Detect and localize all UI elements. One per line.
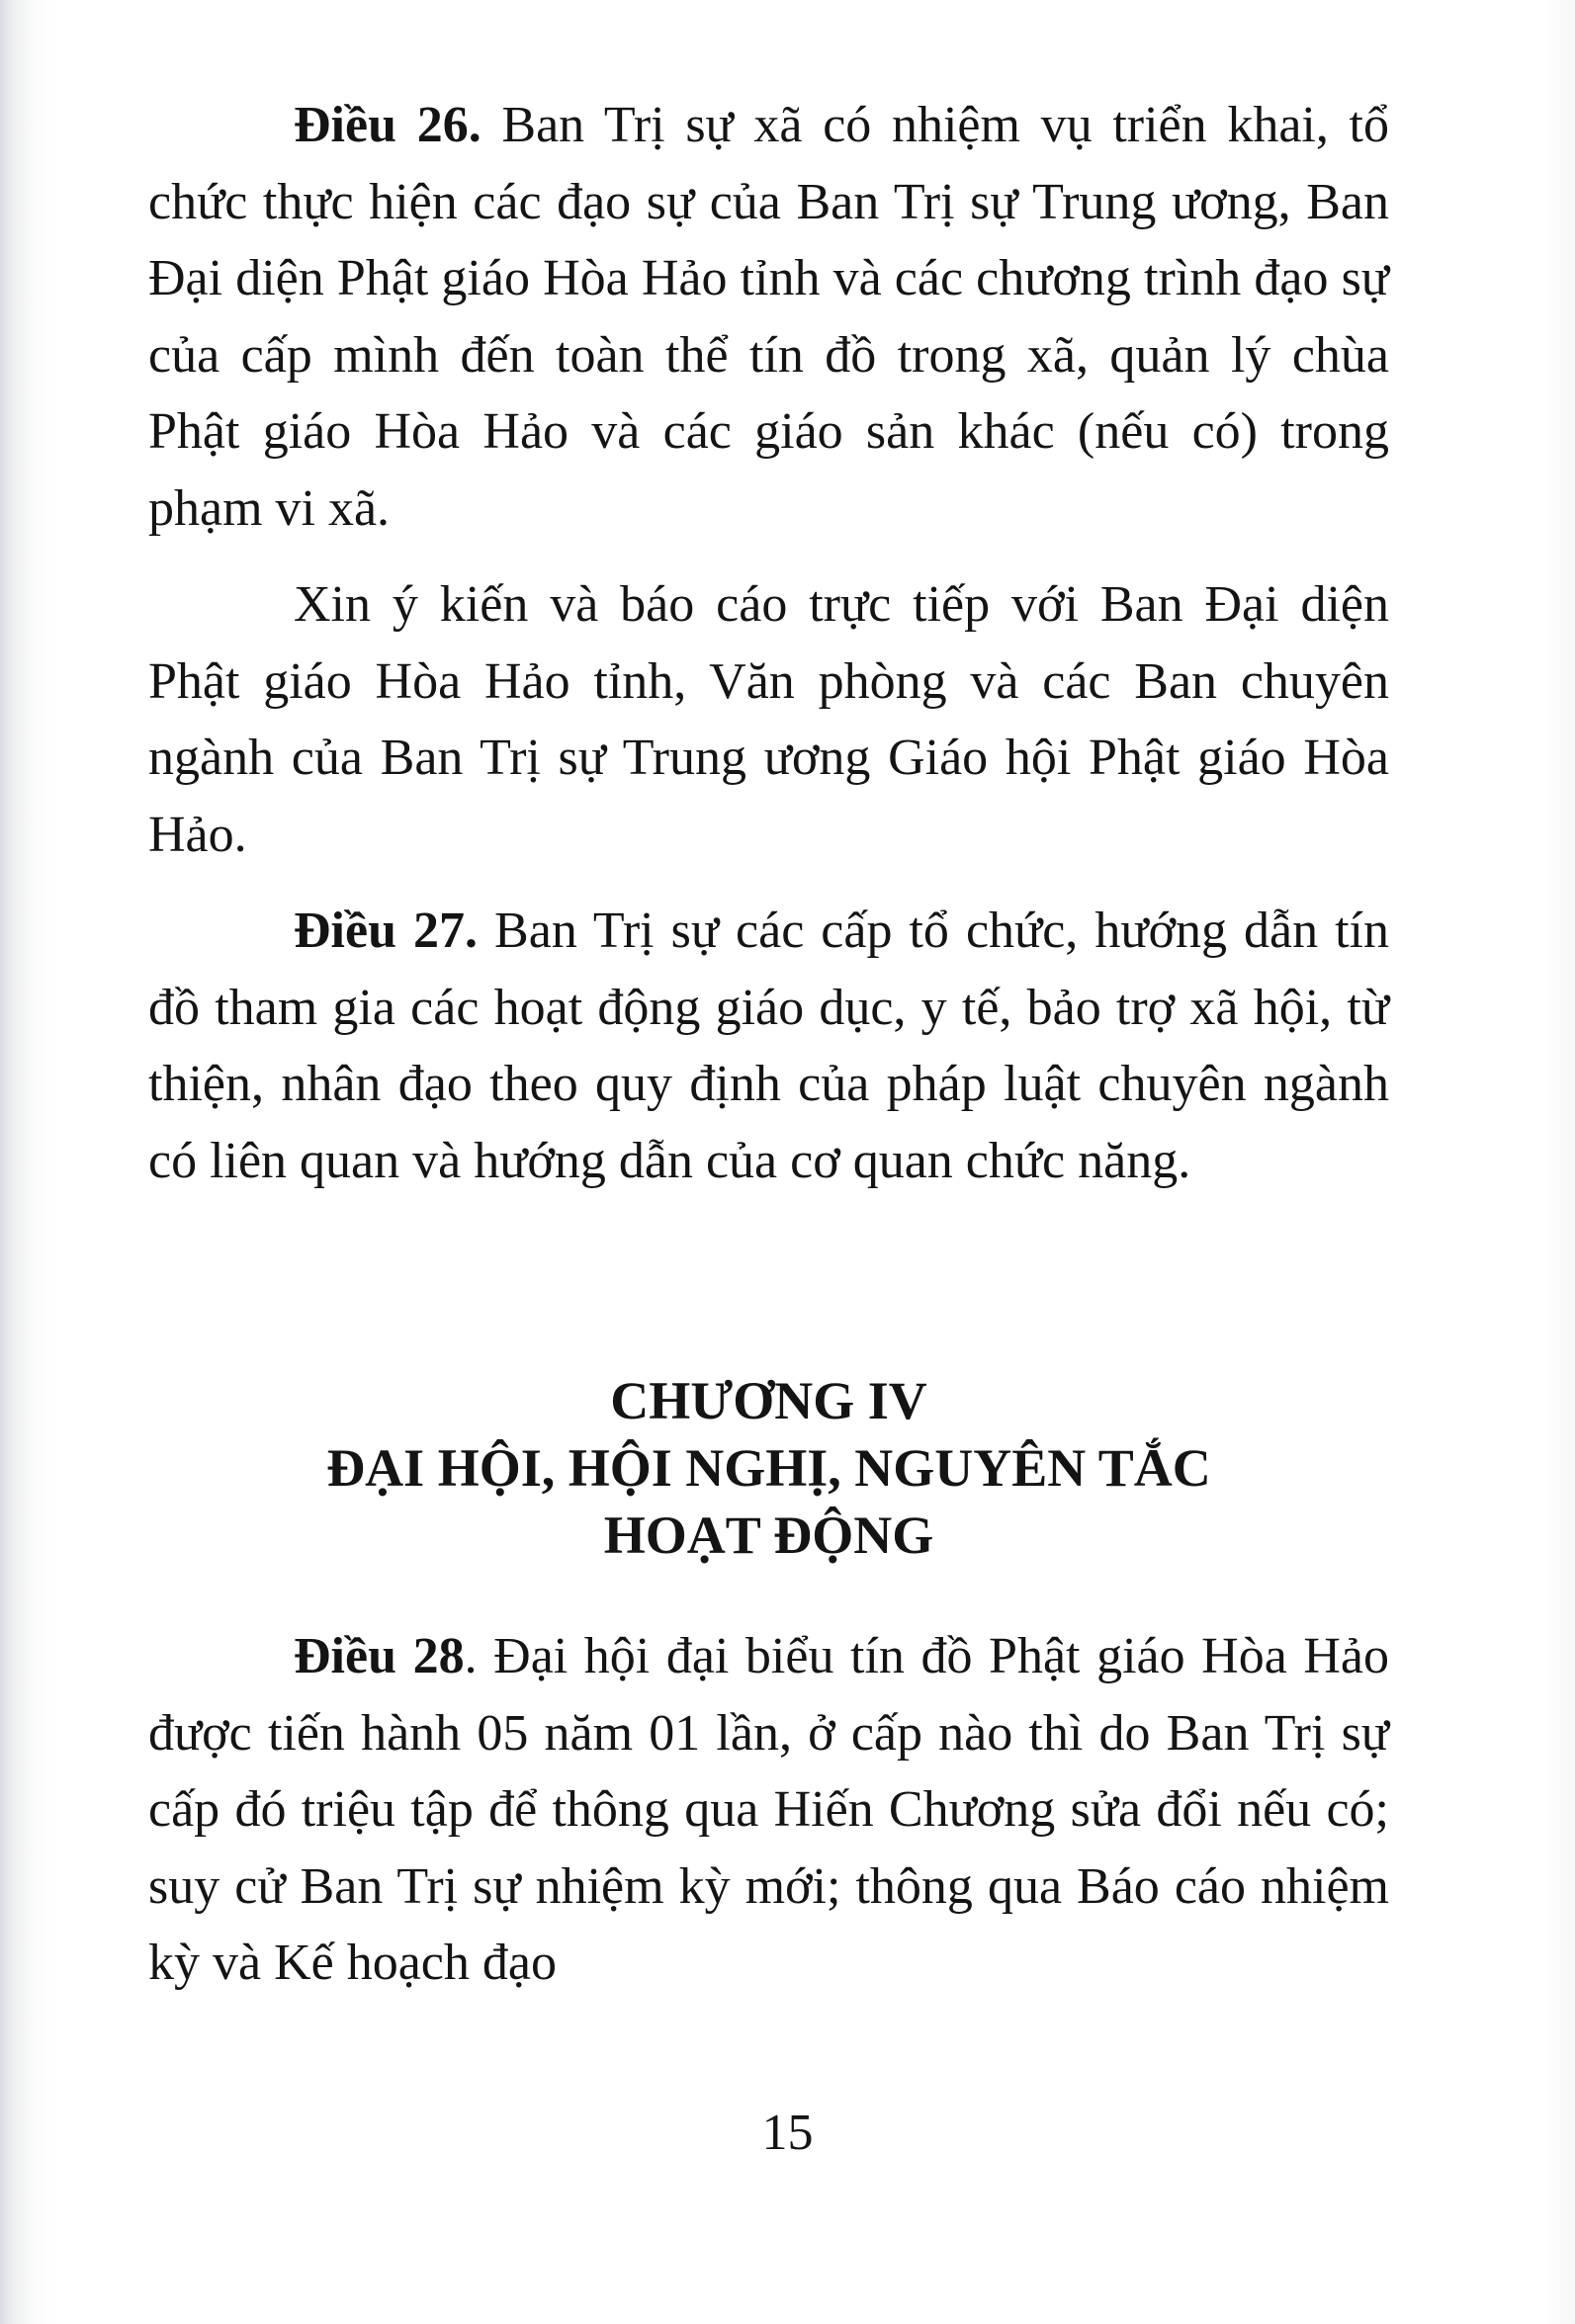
article-26-text: Ban Trị sự xã có nhiệm vụ triển khai, tổ chức thực hiện các đạo sự của Ban Trị sự Trung ương, Ban Đại diện Phật giáo Hòa Hảo tỉnh và các chương trình đạo sự của cấp mình đến toàn thể tín đồ trong xã, quản lý chùa Phật giáo Hòa Hảo và các giáo sản khác (nếu có) trong phạm vi xã.	[148, 97, 1390, 537]
article-26-heading: Điều 26.	[294, 97, 481, 153]
article-26-continuation-paragraph	[148, 566, 1389, 873]
chapter-title-line-1: ĐẠI HỘI, HỘI NGHỊ, NGUYÊN TẮC	[326, 1438, 1211, 1498]
article-26-continuation-text: Xin ý kiến và báo cáo trực tiếp với Ban Đại diện Phật giáo Hòa Hảo tỉnh, Văn phòng và các Ban chuyên ngành của Ban Trị sự Trung ương Giáo hội Phật giáo Hòa Hảo.	[148, 576, 1389, 863]
chapter-number: CHƯƠNG IV	[610, 1371, 927, 1430]
article-28-text: . Đại hội đại biểu tín đồ Phật giáo Hòa Hảo được tiến hành 05 năm 01 lần, ở cấp nào thì do Ban Trị sự cấp đó triệu tập để thông qua Hiến Chương sửa đổi nếu có; suy cử Ban Trị sự nhiệm kỳ mới; thông qua Báo cáo nhiệm kỳ và Kế hoạch đạo	[148, 1628, 1390, 1991]
text-column	[148, 87, 1389, 2022]
chapter-title-line-2: HOẠT ĐỘNG	[603, 1506, 934, 1565]
article-26-paragraph	[148, 87, 1389, 547]
article-27-heading: Điều 27.	[294, 903, 479, 959]
article-28-paragraph	[148, 1618, 1389, 2002]
article-27-paragraph	[148, 893, 1389, 1199]
article-27-text: Ban Trị sự các cấp tổ chức, hướng dẫn tín đồ tham gia các hoạt động giáo dục, y tế, bảo trợ xã hội, từ thiện, nhân đạo theo quy định của pháp luật chuyên ngành có liên quan và hướng dẫn của cơ quan chức năng.	[148, 903, 1390, 1189]
article-28-heading: Điều 28	[294, 1628, 465, 1684]
page-number: 15	[761, 2105, 814, 2161]
chapter-heading	[148, 1367, 1389, 1569]
